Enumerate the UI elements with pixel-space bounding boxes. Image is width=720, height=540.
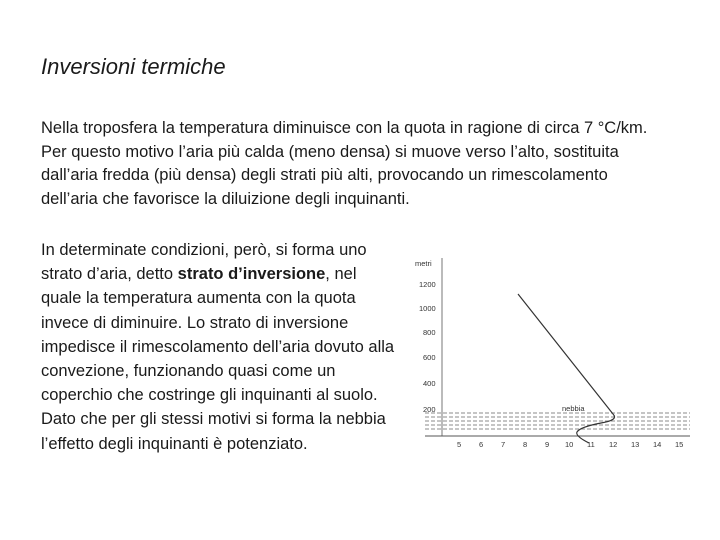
inversion-paragraph <box>41 238 396 456</box>
intro-paragraph: Nella troposfera la temperatura diminuisce con la quota in ragione di circa 7 °C/km. Per questo motivo l’aria più calda (meno densa) si muove verso l’alto, sostituita dall’aria fredda (più densa) degli strati più alti, provocando un rimescolamento dell’aria che favorisce la diluizione degli inquinanti. <box>41 119 648 208</box>
x-tick-label: 12 <box>609 440 618 449</box>
y-tick-label: 1000 <box>419 304 436 313</box>
x-tick-label: 11 <box>587 440 595 449</box>
y-unit-label: metri <box>415 259 432 268</box>
x-tick-label: 14 <box>653 440 662 449</box>
x-tick-label: 6 <box>479 440 484 449</box>
x-tick-label: 5 <box>457 440 462 449</box>
y-tick-label: 400 <box>423 379 436 388</box>
x-tick-label: 15 <box>675 440 684 449</box>
y-tick-label: 600 <box>423 353 436 362</box>
inversion-diagram-svg <box>405 250 695 460</box>
fog-layer <box>425 413 690 429</box>
inversion-text-part1: In determinate condizioni, però, si forma uno strato d’aria, detto <box>41 241 367 284</box>
x-tick-label: 10 <box>565 440 574 449</box>
inversion-diagram <box>405 250 695 460</box>
slide-title: Inversioni termiche <box>41 54 226 79</box>
inversion-text-part2: , nel quale la temperatura aumenta con la quota invece di diminuire. Lo strato di inversione impedisce il rimescolamento dell’aria dovuto alla convezione, funzionando quasi come un coperchio che costringe gli inquinanti al suolo. Dato che per gli stessi motivi si forma la nebbia l’effetto degli inquinanti è potenziato. <box>41 265 395 453</box>
y-tick-label: 200 <box>423 405 436 414</box>
fog-label: nebbia <box>562 404 585 413</box>
y-tick-label: 1200 <box>419 280 436 289</box>
x-tick-label: 9 <box>545 440 550 449</box>
y-tick-label: 800 <box>423 328 436 337</box>
inversion-term: strato d’inversione <box>177 265 326 284</box>
x-tick-label: 7 <box>501 440 506 449</box>
x-tick-label: 8 <box>523 440 528 449</box>
x-tick-label: 13 <box>631 440 640 449</box>
